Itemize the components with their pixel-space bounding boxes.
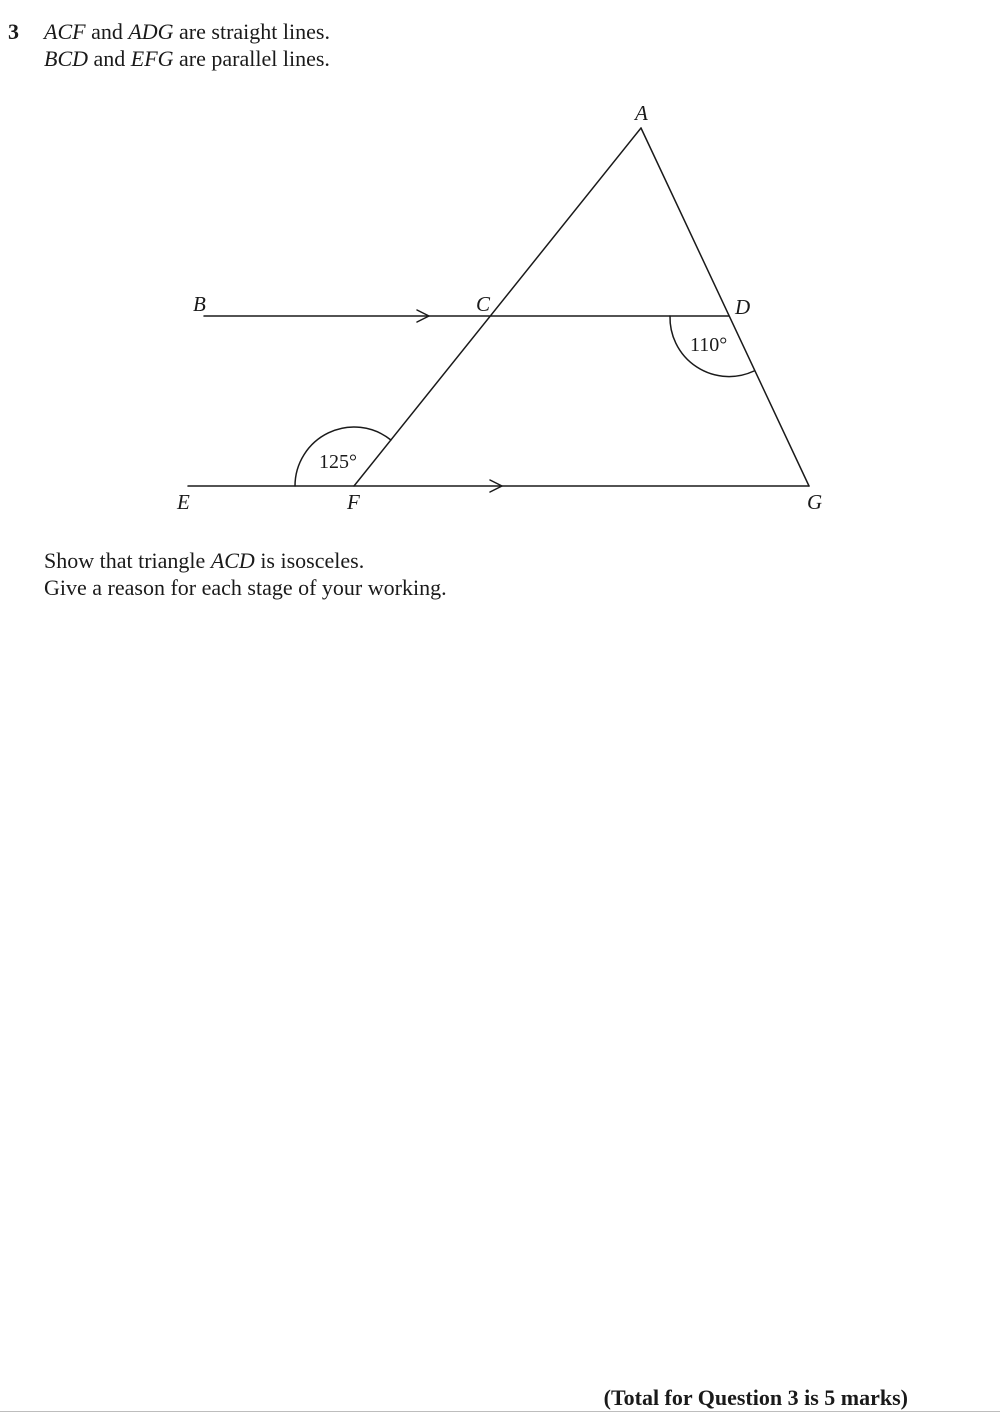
point-label-g: G xyxy=(807,490,823,514)
text-run: and xyxy=(85,19,129,44)
point-label-b: B xyxy=(193,292,206,316)
line-adg xyxy=(641,128,809,486)
text-run: and xyxy=(88,46,131,71)
text-run: are parallel lines. xyxy=(173,46,330,71)
point-label-a: A xyxy=(635,101,648,125)
angle-label-efa: 125° xyxy=(319,451,357,473)
text-run: is isosceles. xyxy=(254,548,365,573)
math-label: BCD xyxy=(44,46,88,71)
task-line-2 xyxy=(44,574,447,602)
line-acf xyxy=(354,128,641,486)
point-label-f: F xyxy=(347,490,360,514)
point-label-e: E xyxy=(177,490,190,514)
point-label-c: C xyxy=(476,292,491,316)
question-total-marks: (Total for Question 3 is 5 marks) xyxy=(603,1385,908,1410)
math-label: ACF xyxy=(44,19,86,44)
math-label: EFG xyxy=(130,46,174,71)
math-label: ACD xyxy=(210,548,255,573)
math-label: ADG xyxy=(128,19,174,44)
text-run: Show that triangle xyxy=(44,548,211,573)
text-run: Give a reason for each stage of your working. xyxy=(44,575,447,600)
page-bottom-rule xyxy=(0,1411,1000,1412)
task-line-1 xyxy=(44,547,364,575)
text-run: are straight lines. xyxy=(173,19,330,44)
angle-label-cda: 110° xyxy=(690,334,728,356)
geometry-diagram xyxy=(0,0,1000,540)
point-label-d: D xyxy=(735,295,751,319)
question-number: 3 xyxy=(8,19,19,44)
